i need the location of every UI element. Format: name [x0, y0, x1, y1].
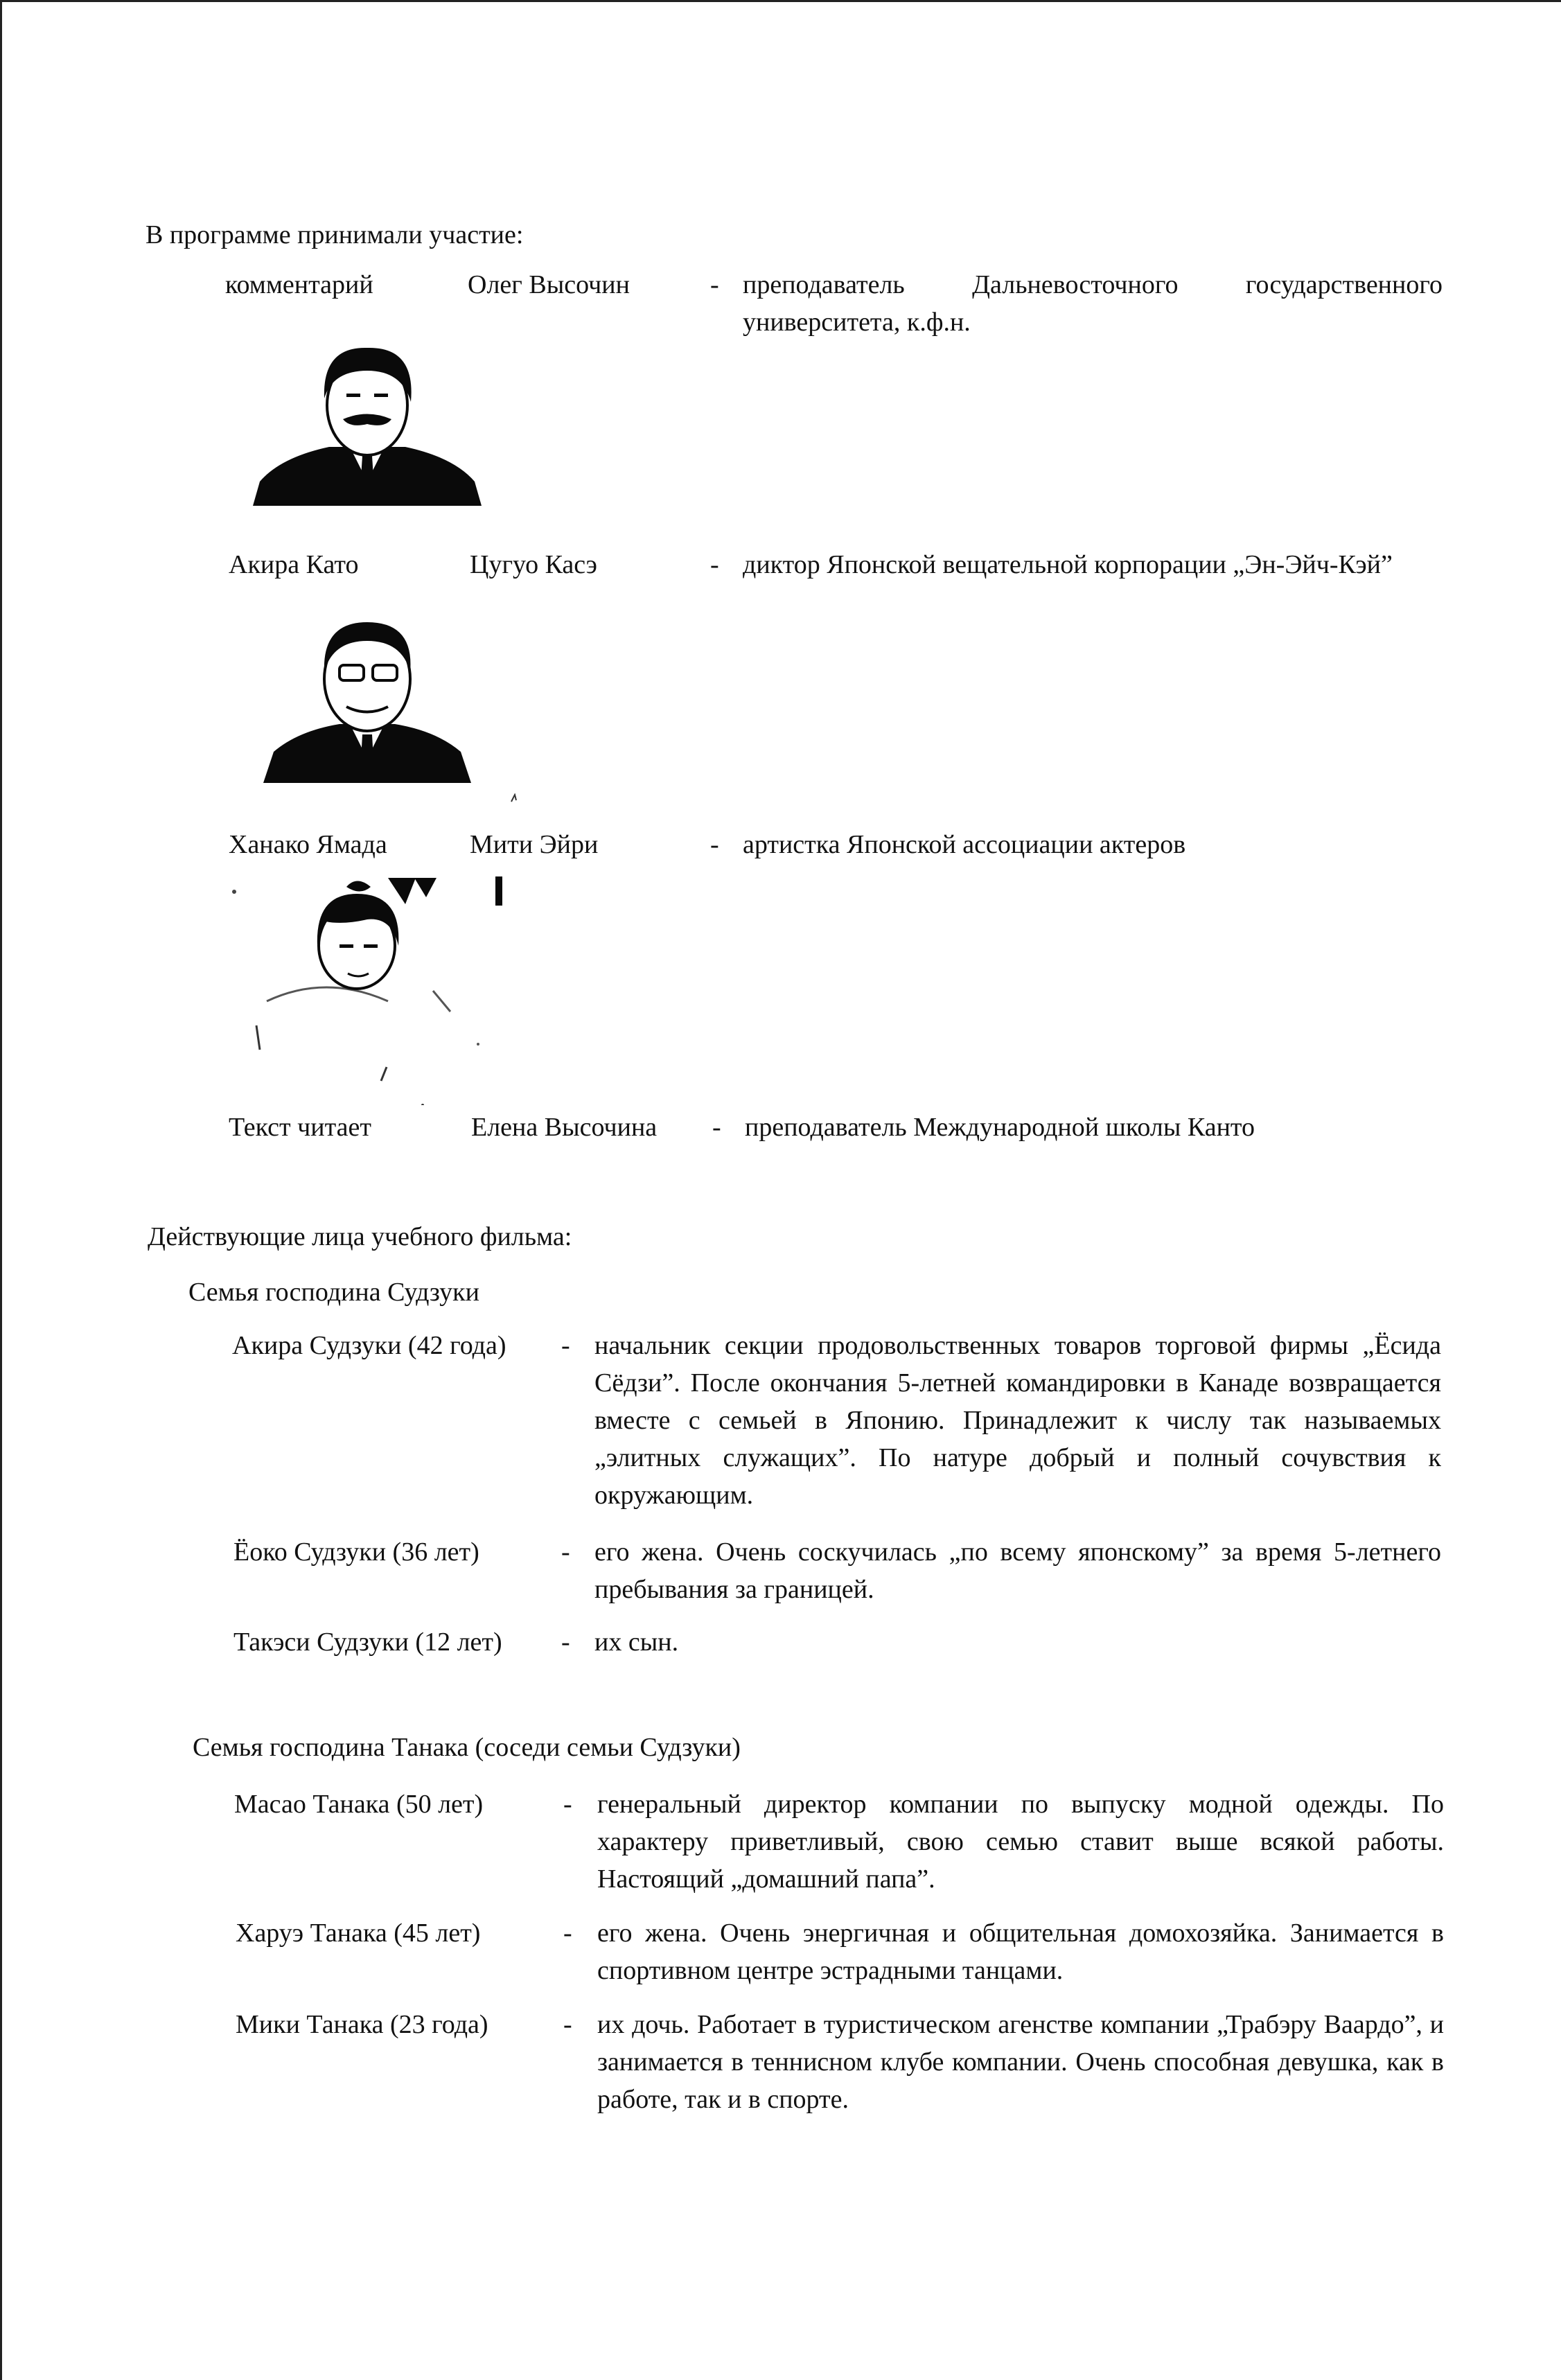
family-title: Семья господина Судзуки — [188, 1278, 479, 1307]
participant-name: Цугуо Касэ — [470, 550, 597, 579]
participant-description: преподаватель Дальневосточного государственного университета, к.ф.н. — [743, 270, 1443, 337]
portrait-oleg-vysochin — [253, 333, 482, 506]
family-member-dash: - — [563, 1790, 572, 1819]
portrait-miti-eiri — [229, 876, 520, 1105]
family-member-dash: - — [561, 1537, 570, 1567]
family-member-description: начальник секции продовольственных товаров торговой фирмы „Ёсида Сёдзи”. После окончания 5-летней командировки в Канаде возвращается вместе с семьей в Японию. Принадлежит к числу так называемых „элитных служащих”. По натуре добрый и полный сочувствия к окружающим. — [594, 1331, 1441, 1510]
family-member-dash: - — [561, 1628, 570, 1657]
family-member-name: Масао Танака (50 лет) — [234, 1790, 484, 1819]
participant-role: Текст читает — [229, 1113, 371, 1142]
family-member-description: его жена. Очень энергичная и общительная домохозяйка. Занимается в спортивном центре эстрадными танцами. — [597, 1919, 1444, 1985]
participant-dash: - — [710, 830, 719, 859]
family-member-dash: - — [563, 1919, 572, 1948]
participant-name: Олег Высочин — [468, 270, 630, 299]
cast-heading: Действующие лица учебного фильма: — [148, 1222, 572, 1251]
portrait-tsuguo-kase — [263, 610, 471, 783]
participant-description: артистка Японской ассоциации актеров — [743, 830, 1186, 859]
family-member-name: Акира Судзуки (42 года) — [232, 1331, 506, 1360]
family-member-description: их сын. — [594, 1628, 679, 1657]
intro-heading: В программе принимали участие: — [145, 220, 524, 249]
family-member-description: их дочь. Работает в туристическом агенстве компании „Трабэру Ваардо”, и занимается в теннисном клубе компании. Очень способная девушка, как в работе, так и в спорте. — [597, 2010, 1444, 2114]
family-member-dash: - — [561, 1331, 570, 1360]
family-member-name: Ёоко Судзуки (36 лет) — [233, 1537, 479, 1567]
participant-role: комментарий — [225, 270, 373, 299]
participant-description: преподаватель Международной школы Канто — [745, 1113, 1255, 1142]
participant-dash: - — [710, 550, 719, 579]
family-member-name: Такэси Судзуки (12 лет) — [233, 1628, 502, 1657]
family-member-name: Харуэ Танака (45 лет) — [236, 1919, 481, 1948]
participant-name: Мити Эйри — [470, 830, 599, 859]
family-member-description: генеральный директор компании по выпуску модной одежды. По характеру приветливый, свою семью ставит выше всякой работы. Настоящий „домашний папа”. — [597, 1790, 1444, 1894]
family-member-name: Мики Танака (23 года) — [236, 2010, 488, 2039]
scan-border-top — [0, 0, 1561, 2]
participant-description: диктор Японской вещательной корпорации „Эн-Эйч-Кэй” — [743, 550, 1393, 579]
participant-name: Елена Высочина — [471, 1113, 658, 1142]
family-member-dash: - — [563, 2010, 572, 2039]
family-member-description: его жена. Очень соскучилась „по всему японскому” за время 5-летнего пребывания за границей. — [594, 1537, 1441, 1604]
scan-border-left — [0, 0, 2, 2380]
participant-role: Ханако Ямада — [229, 830, 387, 859]
participant-role: Акира Като — [229, 550, 359, 579]
scan-speck — [509, 793, 518, 803]
family-title: Семья господина Танака (соседи семьи Судзуки) — [193, 1733, 741, 1762]
participant-dash: - — [710, 270, 719, 299]
participant-dash: - — [712, 1113, 721, 1142]
